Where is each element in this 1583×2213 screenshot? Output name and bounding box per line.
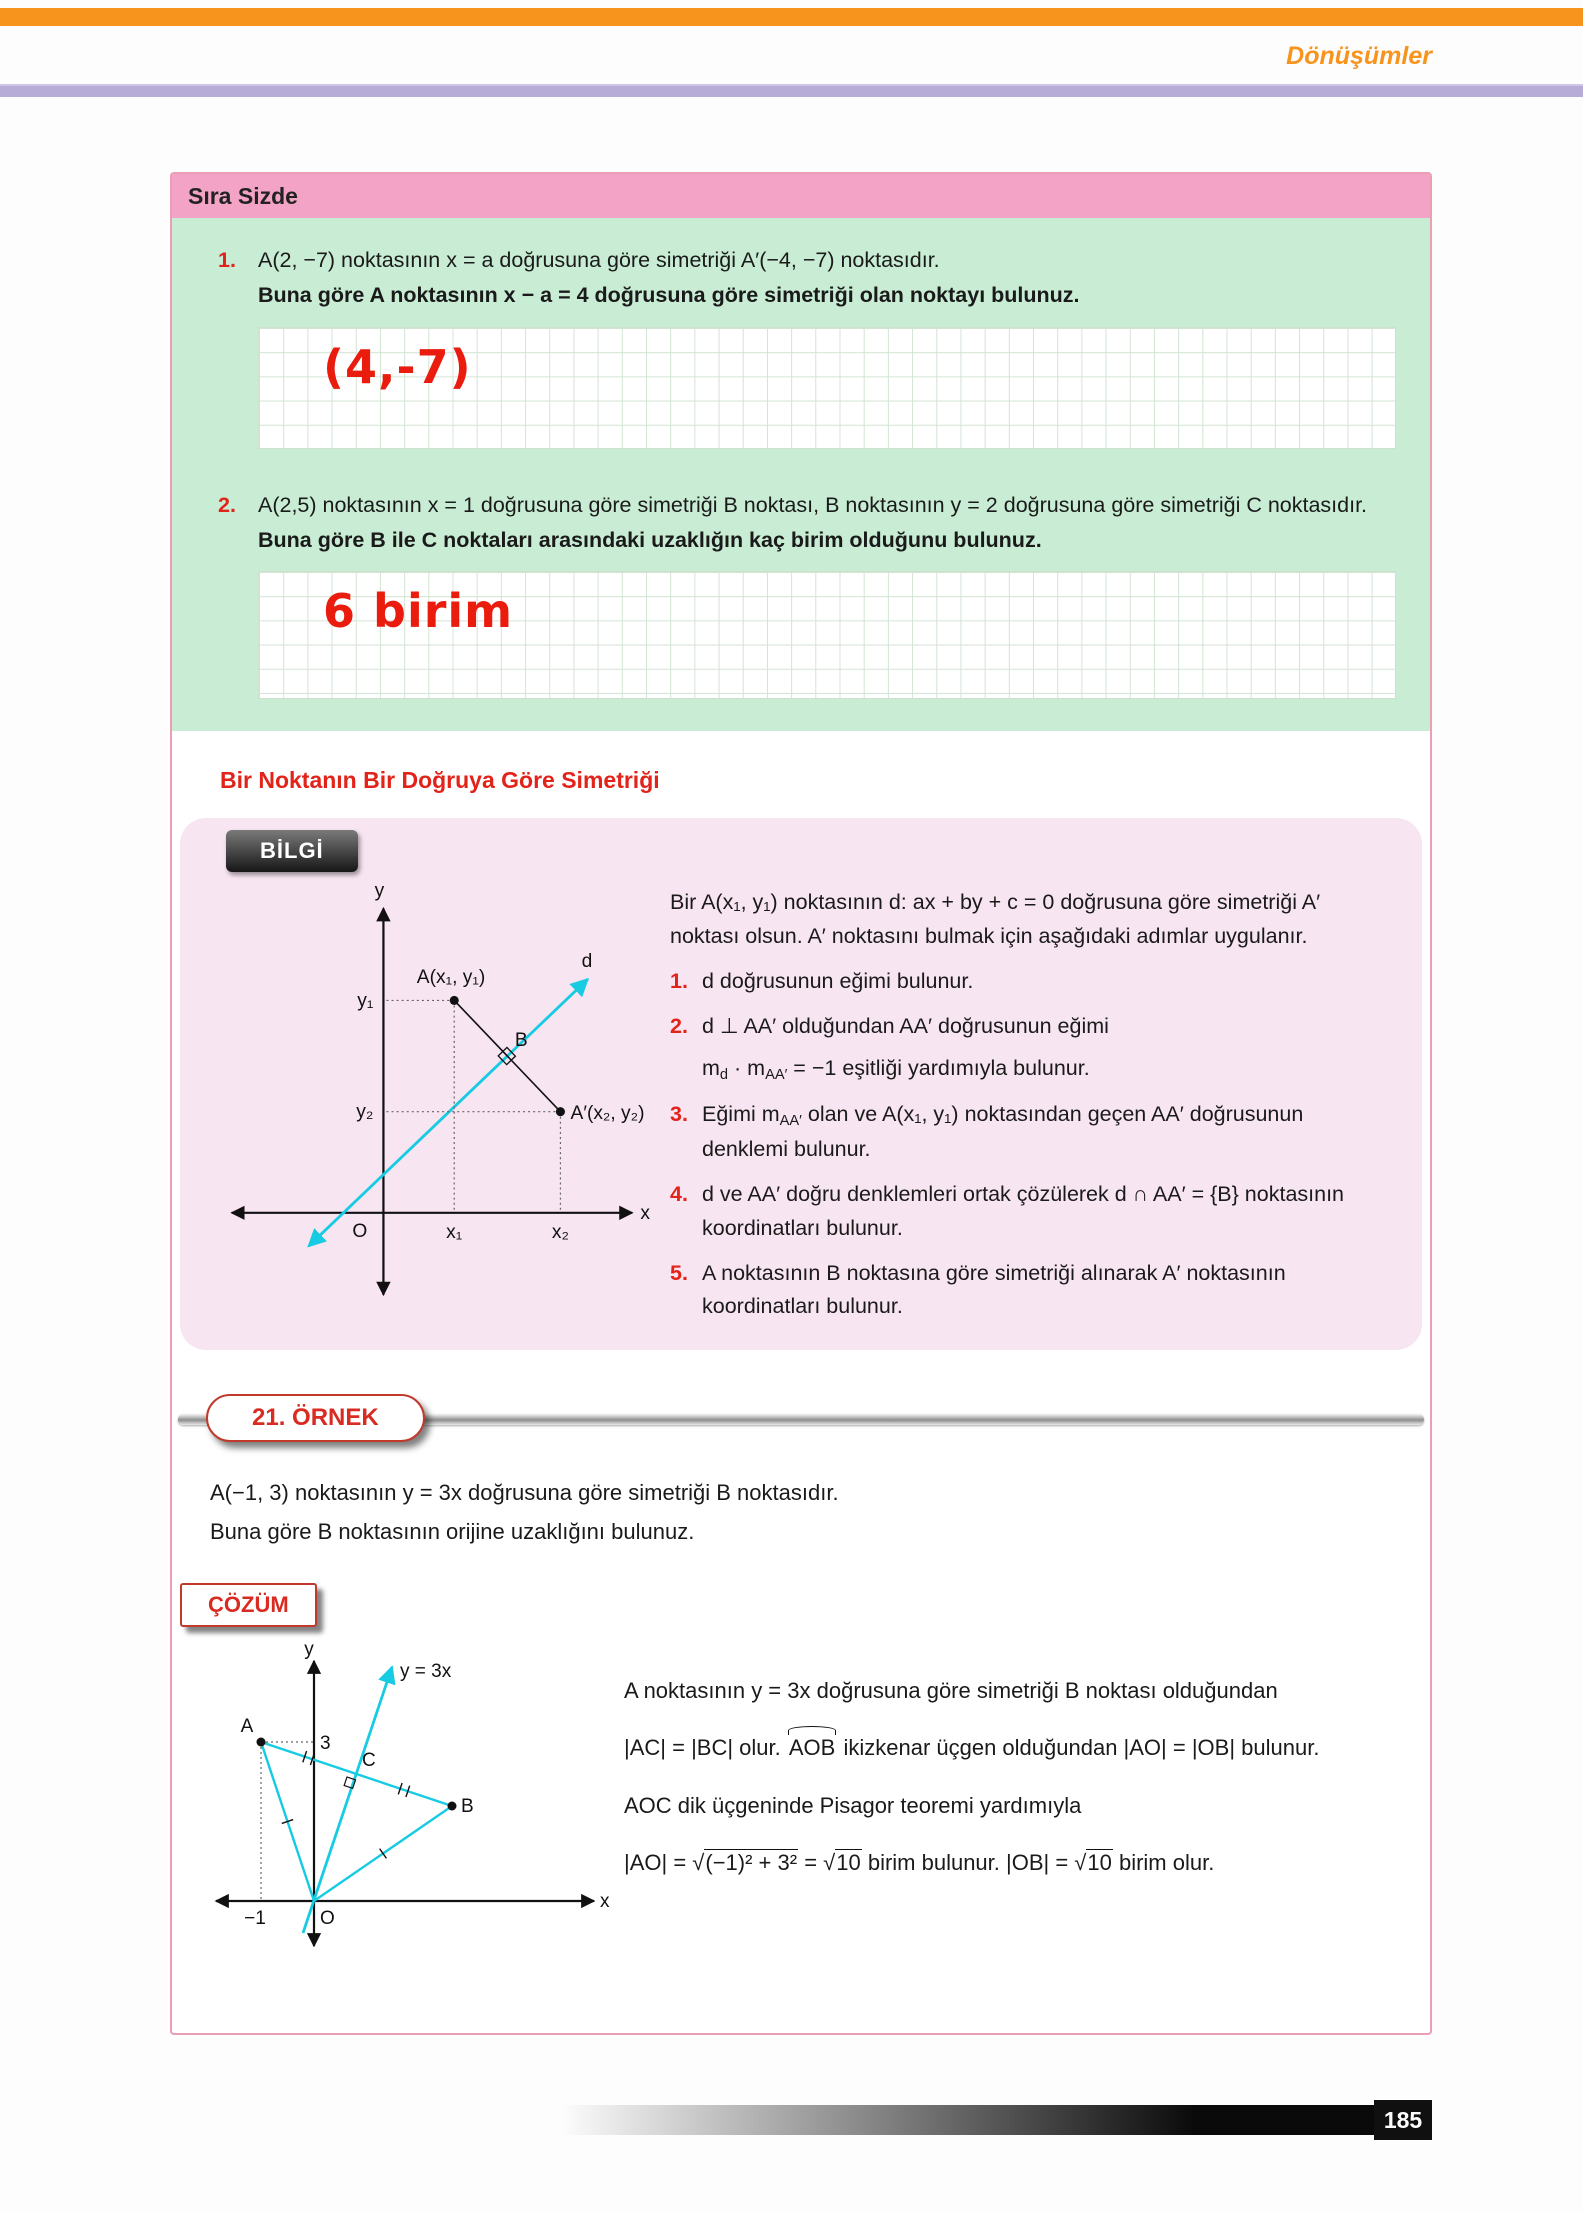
radicand-2: 10 xyxy=(836,1849,861,1875)
top-orange-bar xyxy=(0,8,1583,26)
sira-sizde-header: Sıra Sizde xyxy=(172,174,1430,218)
tick-ob xyxy=(380,1849,387,1859)
bilgi-step-1 xyxy=(670,965,1392,998)
exercises-section xyxy=(172,218,1430,731)
step-3-part1: Eğimi m xyxy=(702,1102,780,1127)
origin-label: O xyxy=(352,1221,368,1243)
step-1-text: d doğrusunun eğimi bulunur. xyxy=(702,968,974,993)
exercise-2 xyxy=(172,489,1430,558)
footer-gradient-bar xyxy=(560,2105,1374,2135)
cozum-label: ÇÖZÜM xyxy=(180,1583,317,1627)
point-c-label: C xyxy=(362,1750,376,1772)
exercise-2-number: 2. xyxy=(218,492,236,517)
cozum-line-2 xyxy=(624,1730,1412,1765)
y2-label: y₂ xyxy=(356,1101,374,1123)
section-heading: Bir Noktanın Bir Doğruya Göre Simetriği xyxy=(220,767,660,794)
cozum-text xyxy=(624,1631,1430,1971)
line-y-equals-3x xyxy=(303,1667,392,1933)
step-2-line1: d ⊥ AA′ olduğundan AA′ doğrusunun eğimi xyxy=(702,1014,1109,1039)
ornek-label: 21. ÖRNEK xyxy=(206,1394,425,1442)
answer-1: (4,-7) xyxy=(323,339,472,394)
radicand-3: 10 xyxy=(1087,1849,1112,1875)
point-a-prime-dot xyxy=(556,1107,565,1116)
cozum-line-4-p2: = xyxy=(798,1849,824,1875)
x-axis-label: x xyxy=(600,1891,610,1913)
ornek-line-1: A(−1, 3) noktasının y = 3x doğrusuna göre simetriği B noktasıdır. xyxy=(210,1480,839,1506)
origin-label: O xyxy=(320,1908,335,1930)
step-3-number: 3. xyxy=(670,1102,688,1127)
step-2-formula xyxy=(702,1052,1392,1087)
segment-ab xyxy=(261,1742,452,1806)
line-equation-label: y = 3x xyxy=(400,1661,452,1683)
cozum-line-1: A noktasının y = 3x doğrusuna göre simetriği B noktası olduğundan xyxy=(624,1678,1278,1704)
radicand-1: (−1)² + 3² xyxy=(705,1849,798,1875)
step-3-text xyxy=(702,1098,1392,1166)
cozum-line-4-p1: |AO| = xyxy=(624,1849,693,1875)
bilgi-diagram-wrap xyxy=(204,874,670,1324)
purple-divider-bar xyxy=(0,84,1583,97)
page-number: 185 xyxy=(1374,2100,1432,2140)
chapter-title: Dönüşümler xyxy=(1286,42,1432,70)
segment-aa-prime xyxy=(454,1001,560,1112)
point-a-label: A(x₁, y₁) xyxy=(416,967,486,989)
exercise-2-text: A(2,5) noktasının x = 1 doğrusuna göre simetriği B noktası, B noktasının y = 2 doğrusuna göre simetriği C noktasıdır. xyxy=(258,492,1368,517)
formula-m: m xyxy=(702,1055,720,1080)
exercise-2-question: Buna göre B ile C noktaları arasındaki uzaklığın kaç birim olduğunu bulunuz. xyxy=(258,527,1042,552)
exercise-1 xyxy=(172,244,1430,313)
bilgi-step-4 xyxy=(670,1178,1392,1245)
ornek-line-2: Buna göre B noktasının orijine uzaklığını bulunuz. xyxy=(210,1518,695,1544)
point-b-label: B xyxy=(514,1030,528,1052)
bilgi-box xyxy=(180,818,1422,1350)
point-a-dot xyxy=(450,996,459,1005)
step-5-number: 5. xyxy=(670,1260,688,1285)
bilgi-intro: Bir A(x₁, y₁) noktasının d: ax + by + c = 0 doğrusuna göre simetriği A′ noktası olsun. A′ noktasını bulmak için aşağıdaki adımlar uygulanır. xyxy=(670,890,1321,948)
point-b-dot xyxy=(448,1802,457,1811)
cozum-content xyxy=(172,1631,1430,1971)
answer-grid-2 xyxy=(258,571,1396,699)
x1-label: x₁ xyxy=(446,1222,463,1244)
bilgi-step-2 xyxy=(670,1010,1392,1086)
cozum-line-2a: |AC| = |BC| olur. xyxy=(624,1735,787,1761)
formula-dot-m: · m xyxy=(728,1055,766,1080)
step-4-text: d ve AA′ doğru denklemleri ortak çözülerek d ∩ AA′ = {B} noktasının koordinatları bulunur. xyxy=(702,1182,1345,1240)
formula-rest: = −1 eşitliği yardımıyla bulunur. xyxy=(787,1055,1090,1080)
answer-grid-1 xyxy=(258,327,1396,449)
bilgi-step-3 xyxy=(670,1098,1392,1166)
step-5-text: A noktasının B noktasına göre simetriği alınarak A′ noktasının koordinatları bulunur. xyxy=(702,1260,1286,1319)
answer-2: 6 birim xyxy=(323,584,514,639)
content-frame xyxy=(170,172,1432,2035)
angle-aob: AOB xyxy=(787,1730,837,1765)
step-2-number: 2. xyxy=(670,1014,688,1039)
bilgi-text xyxy=(670,874,1398,1324)
x-axis-label: x xyxy=(640,1203,650,1225)
y1-label: y₁ xyxy=(357,990,374,1012)
cozum-line-4-p4: birim olur. xyxy=(1112,1849,1215,1875)
step-3-part2: olan ve A(x₁, y₁) noktasından geçen AA′ doğrusunun denklemi bulunur. xyxy=(702,1102,1304,1161)
exercise-1-body xyxy=(258,244,1390,313)
y-axis-label: y xyxy=(374,880,385,902)
sqrt-sign-2: √ xyxy=(823,1849,836,1875)
step-3-sub: AA′ xyxy=(779,1113,802,1130)
exercise-2-body xyxy=(258,489,1390,558)
step-2-text xyxy=(702,1010,1392,1086)
exercise-1-text: A(2, −7) noktasının x = a doğrusuna göre simetriği A′(−4, −7) noktasıdır. xyxy=(258,248,940,272)
bilgi-label: BİLGİ xyxy=(226,830,358,872)
ornek-header-row xyxy=(172,1394,1430,1446)
symmetry-diagram xyxy=(204,874,664,1319)
line-d xyxy=(309,979,588,1246)
formula-sub-aa: AA′ xyxy=(765,1066,788,1083)
sqrt-sign-1: √ xyxy=(692,1849,705,1875)
x2-label: x₂ xyxy=(551,1222,569,1244)
sqrt-sign-3: √ xyxy=(1074,1849,1087,1875)
formula-sub-d: d xyxy=(719,1066,729,1083)
tick-neg1-label: −1 xyxy=(244,1908,266,1930)
line-d-label: d xyxy=(581,951,593,973)
point-a-prime-label: A′(x₂, y₂) xyxy=(570,1103,645,1124)
step-4-number: 4. xyxy=(670,1182,688,1207)
exercise-1-number: 1. xyxy=(218,248,236,272)
cozum-line-4 xyxy=(624,1845,1412,1880)
ornek-text xyxy=(210,1474,1430,1551)
exercise-1-question: Buna göre A noktasının x − a = 4 doğrusuna göre simetriği olan noktayı bulunuz. xyxy=(258,283,1080,308)
point-a-label: A xyxy=(240,1716,254,1738)
tick-3-label: 3 xyxy=(320,1733,331,1755)
solution-diagram xyxy=(194,1631,624,1966)
cozum-line-4-p3: birim bulunur. |OB| = xyxy=(861,1849,1075,1875)
point-b-label: B xyxy=(461,1796,474,1818)
cozum-diagram-wrap xyxy=(172,1631,624,1971)
bilgi-content xyxy=(204,874,1398,1324)
bilgi-step-5 xyxy=(670,1257,1392,1324)
cozum-line-2b: ikizkenar üçgen olduğundan |AO| = |OB| bulunur. xyxy=(837,1735,1320,1761)
cozum-line-3: AOC dik üçgeninde Pisagor teoremi yardımıyla xyxy=(624,1792,1082,1818)
step-1-number: 1. xyxy=(670,968,688,993)
point-a-dot xyxy=(257,1738,266,1747)
y-axis-label: y xyxy=(304,1639,314,1661)
